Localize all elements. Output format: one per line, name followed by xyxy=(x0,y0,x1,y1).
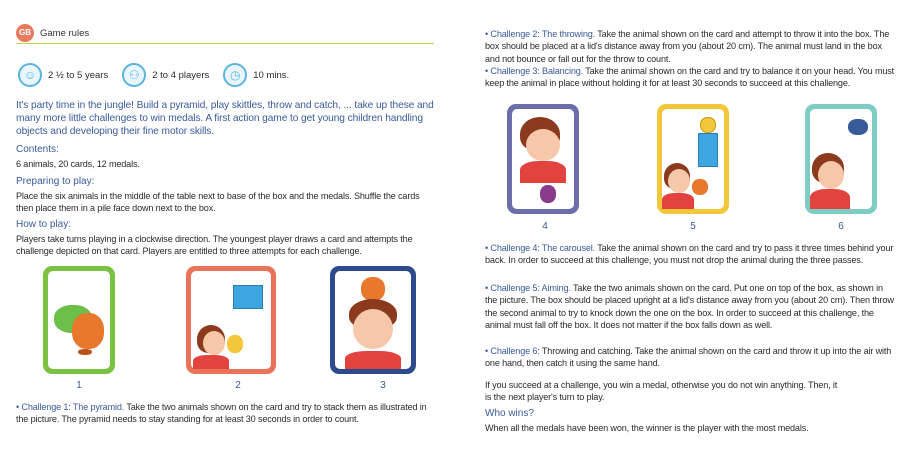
challenge-3-title: • Challenge 3: Balancing. xyxy=(485,66,584,76)
challenge-3-body: Take the animal shown on the card and try to balance it on your head. You must keep the animal in place without holding it for at least 30 seconds to succeed at this challenge. xyxy=(485,66,895,89)
challenge-card-1 xyxy=(43,266,115,374)
challenge-card-3 xyxy=(330,266,416,374)
howto-text: Players take turns playing in a clockwise direction. The youngest player draws a card and attempts the challenge depicted on that card. Players are entitled to three attempts for each challenge. xyxy=(16,234,413,257)
box-figure xyxy=(233,285,263,309)
winner-heading: Who wins? xyxy=(485,408,534,419)
challenge-card-6 xyxy=(805,104,877,214)
challenge-6-title: • Challenge 6: xyxy=(485,346,540,356)
challenge-4-text xyxy=(485,242,897,267)
outcome-text: If you succeed at a challenge, you win a medal, otherwise you do not win anything. Then, it is the next player's turn to play. xyxy=(485,380,838,403)
box-figure xyxy=(698,133,718,167)
card-number-3: 3 xyxy=(380,380,386,391)
card-number-1: 1 xyxy=(76,380,82,391)
section-title: Game rules xyxy=(40,28,90,39)
challenge-2-body: Take the animal shown on the card and attempt to throw it into the box. The box should be placed at a lid's distance away from you (about 20 cm). The animal must land in the box and not bounce or fall out for the throw to count. xyxy=(485,29,890,64)
challenge-3-text xyxy=(485,65,897,90)
challenge-5-body: Take the two animals shown on the card. Put one on top of the box, as shown in the picture. The box should be placed upright at a lid's distance away from you (about 20 cm). Then throw the second animal to try to knock down the one on the box. In order to succeed at this challenge, the animal must fall off the box. It does not matter if the box falls down as well. xyxy=(485,283,894,331)
contents-text: 6 animals, 20 cards, 12 medals. xyxy=(16,159,140,169)
challenge-2-text xyxy=(485,28,897,65)
challenge-card-5 xyxy=(657,104,729,214)
intro-text: It's party time in the jungle! Build a pyramid, play skittles, throw and catch, ... take up these and many more little challenges to win medals. A first action game to get young children handling objects and developing their fine motor skills. xyxy=(16,100,434,137)
clock-icon: ◷ xyxy=(223,63,247,87)
animal-figure xyxy=(540,185,556,203)
challenge-2-title: • Challenge 2: The throwing. xyxy=(485,29,596,39)
card-number-6: 6 xyxy=(838,221,844,232)
challenge-6-text xyxy=(485,345,897,370)
bird-figure xyxy=(848,119,868,135)
player-count: 2 to 4 players xyxy=(152,69,210,81)
game-info-row xyxy=(18,62,303,88)
preparing-heading: Preparing to play: xyxy=(16,176,95,187)
language-badge: GB xyxy=(16,24,34,42)
challenge-5-text xyxy=(485,282,897,332)
child-face-icon: ☺ xyxy=(18,63,42,87)
winner-text: When all the medals have been won, the winner is the player with the most medals. xyxy=(485,423,809,433)
challenge-4-title: • Challenge 4: The carousel. xyxy=(485,243,596,253)
challenge-card-4 xyxy=(507,104,579,214)
challenge-4-body: Take the animal shown on the card and try to pass it three times behind your back. In order to succeed at this challenge, you must not drop the animal during the three passes. xyxy=(485,243,894,266)
animal-figure xyxy=(227,335,243,353)
challenge-5-title: • Challenge 5: Aiming. xyxy=(485,283,571,293)
play-time: 10 mins. xyxy=(253,69,290,81)
challenge-1-text xyxy=(16,401,436,426)
fox-figure xyxy=(72,313,104,349)
card-number-4: 4 xyxy=(542,221,548,232)
challenge-1-body: Take the two animals shown on the card and try to stack them as illustrated in the picture. The pyramid needs to stay standing for at least 30 seconds in order to count. xyxy=(16,402,427,425)
card-number-5: 5 xyxy=(690,221,696,232)
challenge-1-title: • Challenge 1: The pyramid. xyxy=(16,402,125,412)
challenge-6-body: Throwing and catching. Take the animal shown on the card and throw it up into the air with one hand, then catch it using the same hand. xyxy=(485,346,892,369)
howto-heading: How to play: xyxy=(16,219,72,230)
fox-figure xyxy=(361,277,385,301)
preparing-text: Place the six animals in the middle of the table next to base of the box and the medals. Shuffle the cards then place them in a pile face down next to the box. xyxy=(16,191,420,214)
section-header xyxy=(16,22,434,44)
challenge-card-2 xyxy=(186,266,276,374)
players-icon: ⚇ xyxy=(122,63,146,87)
age-range: 2 ½ to 5 years xyxy=(48,69,109,81)
card-number-2: 2 xyxy=(235,380,241,391)
contents-heading: Contents: xyxy=(16,144,59,155)
